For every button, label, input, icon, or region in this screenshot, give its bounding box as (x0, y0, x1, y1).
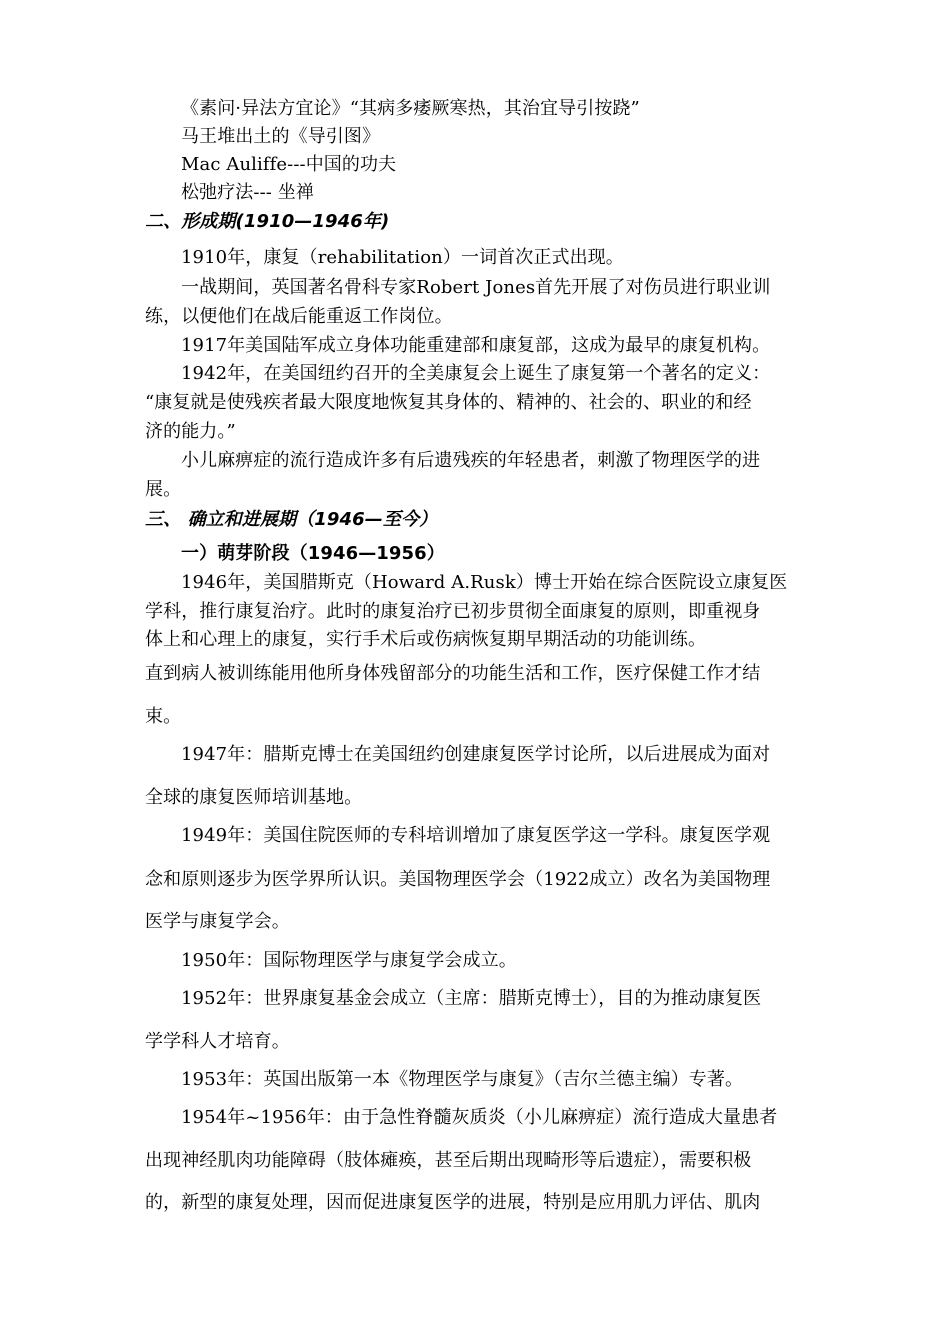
text-line: 出现神经肌肉功能障碍（肢体瘫痪，甚至后期出现畸形等后遗症），需要积极 (145, 1150, 752, 1171)
text-line: 练，以便他们在战后能重返工作岗位。 (145, 306, 453, 327)
text-line: 直到病人被训练能用他所身体残留部分的功能生活和工作，医疗保健工作才结 (145, 663, 761, 684)
text-line: 念和原则逐步为医学界所认识。美国物理医学会（1922成立）改名为美国物理 (145, 869, 771, 890)
text-line: 济的能力。” (145, 421, 236, 442)
text-line: 全球的康复医师培训基地。 (145, 787, 363, 808)
text-line: 学学科人才培育。 (145, 1031, 290, 1052)
text-line: 医学与康复学会。 (145, 911, 290, 932)
text-line: “康复就是使残疾者最大限度地恢复其身体的、精神的、社会的、职业的和经 (145, 392, 752, 413)
text-line: 1942年，在美国纽约召开的全美康复会上诞生了康复第一个著名的定义： (181, 363, 771, 384)
text-line: 束。 (145, 706, 182, 727)
text-line: 展。 (145, 479, 182, 500)
subsection-heading: 一）萌芽阶段（1946—1956） (181, 543, 445, 564)
text-line: 一战期间，英国著名骨科专家Robert Jones首先开展了对伤员进行职业训 (181, 277, 771, 298)
text-line: 体上和心理上的康复，实行手术后或伤病恢复期早期活动的功能训练。 (145, 629, 707, 650)
section-heading-2: 二、形成期(1910—1946年) (145, 211, 390, 232)
text-line: 的，新型的康复处理，因而促进康复医学的进展，特别是应用肌力评估、肌肉 (145, 1192, 761, 1213)
text-line: 1910年，康复（rehabilitation）一词首次正式出现。 (181, 247, 624, 268)
text-line: 松弛疗法--- 坐禅 (181, 182, 314, 203)
text-line: 1953年：英国出版第一本《物理医学与康复》（吉尔兰德主编）专著。 (181, 1069, 744, 1090)
text-line: 1917年美国陆军成立身体功能重建部和康复部，这成为最早的康复机构。 (181, 335, 771, 356)
text-line: 1952年：世界康复基金会成立（主席：腊斯克博士），目的为推动康复医 (181, 988, 762, 1009)
text-line: 1954年~1956年：由于急性脊髓灰质炎（小儿麻痹症）流行造成大量患者 (181, 1107, 778, 1128)
text-line: 马王堆出土的《导引图》 (181, 126, 381, 147)
text-line: 1946年，美国腊斯克（Howard A.Rusk）博士开始在综合医院设立康复医 (181, 572, 788, 593)
text-line: 1949年：美国住院医师的专科培训增加了康复医学这一学科。康复医学观 (181, 825, 771, 846)
text-line: 1947年：腊斯克博士在美国纽约创建康复医学讨论所，以后进展成为面对 (181, 744, 771, 765)
text-line: 1950年：国际物理医学与康复学会成立。 (181, 950, 517, 971)
section-heading-3: 三、 确立和进展期（1946—至今） (145, 509, 438, 530)
text-line: 小儿麻痹症的流行造成许多有后遗残疾的年轻患者，刺激了物理医学的进 (181, 450, 761, 471)
text-line: Mac Auliffe---中国的功夫 (181, 154, 397, 175)
text-line: 学科，推行康复治疗。此时的康复治疗已初步贯彻全面康复的原则，即重视身 (145, 601, 761, 622)
text-line: 《素问·异法方宜论》“其病多痿厥寒热，其治宜导引按跷” (181, 98, 640, 119)
